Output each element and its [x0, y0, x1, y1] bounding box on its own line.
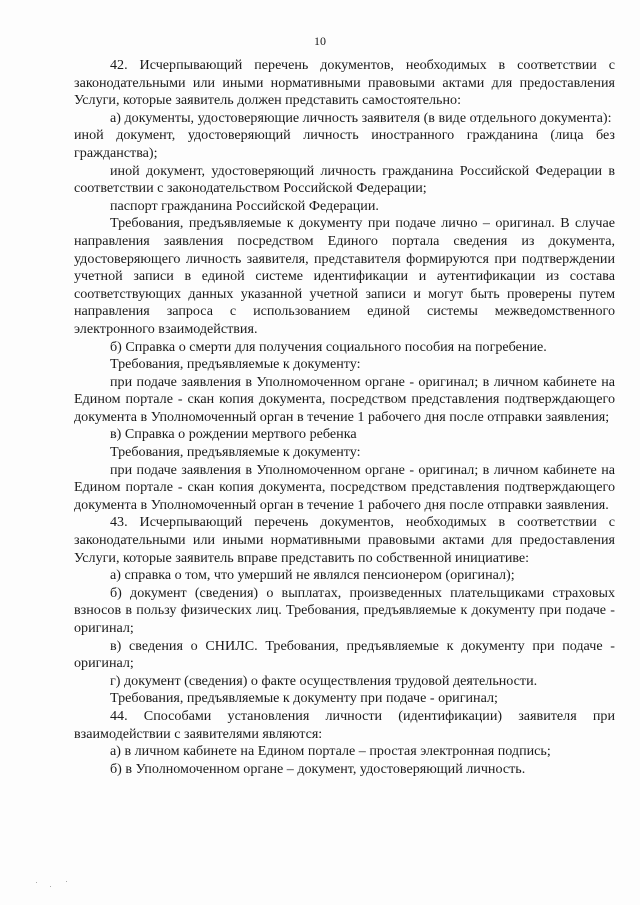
- paragraph-44-b: б) в Уполномоченном органе – документ, удостоверяющий личность.: [110, 760, 526, 777]
- paragraph-requirements-g: Требования, предъявляемые к документу при подаче - оригинал;: [110, 690, 498, 707]
- page-number: 10: [314, 34, 326, 48]
- paragraph-43-v: в) сведения о СНИЛС. Требования, предъявляемые к документу при подаче - оригинал;: [74, 637, 615, 672]
- paragraph-rf-other-id: иной документ, удостоверяющий личность гражданина Российской Федерации в соответствии с законодательством Российской Федерации;: [74, 162, 615, 197]
- document-body: [74, 57, 615, 778]
- paragraph-43-a: а) справка о том, что умерший не являлся пенсионером (оригинал);: [110, 567, 515, 584]
- paragraph-43-intro: 43. Исчерпывающий перечень документов, необходимых в соответствии с законодательными или иными нормативными правовыми актами для предоставления Услуги, которые заявитель вправе представить по собственной инициативе:: [74, 514, 615, 566]
- paragraph-42-intro: 42. Исчерпывающий перечень документов, необходимых в соответствии с законодательными или иными нормативными правовыми актами для предоставления Услуги, которые заявитель должен представить самостоятельно:: [74, 57, 615, 109]
- paragraph-requirements-v: Требования, предъявляемые к документу:: [110, 444, 361, 461]
- scan-artifacts: [36, 880, 76, 890]
- paragraph-42-v: в) Справка о рождении мертвого ребенка: [110, 426, 357, 443]
- paragraph-requirements-personal: Требования, предъявляемые к документу при подаче лично – оригинал. В случае направления заявления посредством Единого портала сведения из документа, удостоверяющего личность заявителя, представителя формируются при подтверждении учетной записи в единой системе идентификации и аутентификации из состава соответствующих данных указанной учетной записи и могут быть проверены путем направления запроса с использованием единой системы межведомственного электронного взаимодействия.: [74, 215, 615, 337]
- paragraph-42-b: б) Справка о смерти для получения социального пособия на погребение.: [110, 338, 547, 355]
- paragraph-44-intro: 44. Способами установления личности (идентификации) заявителя при взаимодействии с заявителями являются:: [74, 707, 615, 742]
- paragraph-requirements-b-detail: при подаче заявления в Уполномоченном органе - оригинал; в личном кабинете на Едином портале - скан копия документа, посредством представления подтверждающего документа в Уполномоченный орган в течение 1 рабочего дня после отправки заявления;: [74, 373, 615, 425]
- paragraph-requirements-v-detail: при подаче заявления в Уполномоченном органе - оригинал; в личном кабинете на Едином портале - скан копия документа, посредством представления подтверждающего документа в Уполномоченный орган в течение 1 рабочего дня после отправки заявления.: [74, 461, 615, 513]
- paragraph-43-b: б) документ (сведения) о выплатах, произведенных плательщиками страховых взносов в пользу физических лиц. Требования, предъявляемые к документу при подаче - оригинал;: [74, 584, 615, 636]
- paragraph-43-g: г) документ (сведения) о факте осуществления трудовой деятельности.: [110, 672, 538, 689]
- paragraph-42-a: а) документы, удостоверяющие личность заявителя (в виде отдельного документа):: [110, 109, 612, 126]
- paragraph-rf-passport: паспорт гражданина Российской Федерации.: [110, 197, 379, 214]
- paragraph-requirements-b: Требования, предъявляемые к документу:: [110, 356, 361, 373]
- paragraph-foreign-id: иной документ, удостоверяющий личность иностранного гражданина (лица без гражданства);: [74, 127, 615, 161]
- paragraph-44-a: а) в личном кабинете на Едином портале – простая электронная подпись;: [110, 743, 551, 760]
